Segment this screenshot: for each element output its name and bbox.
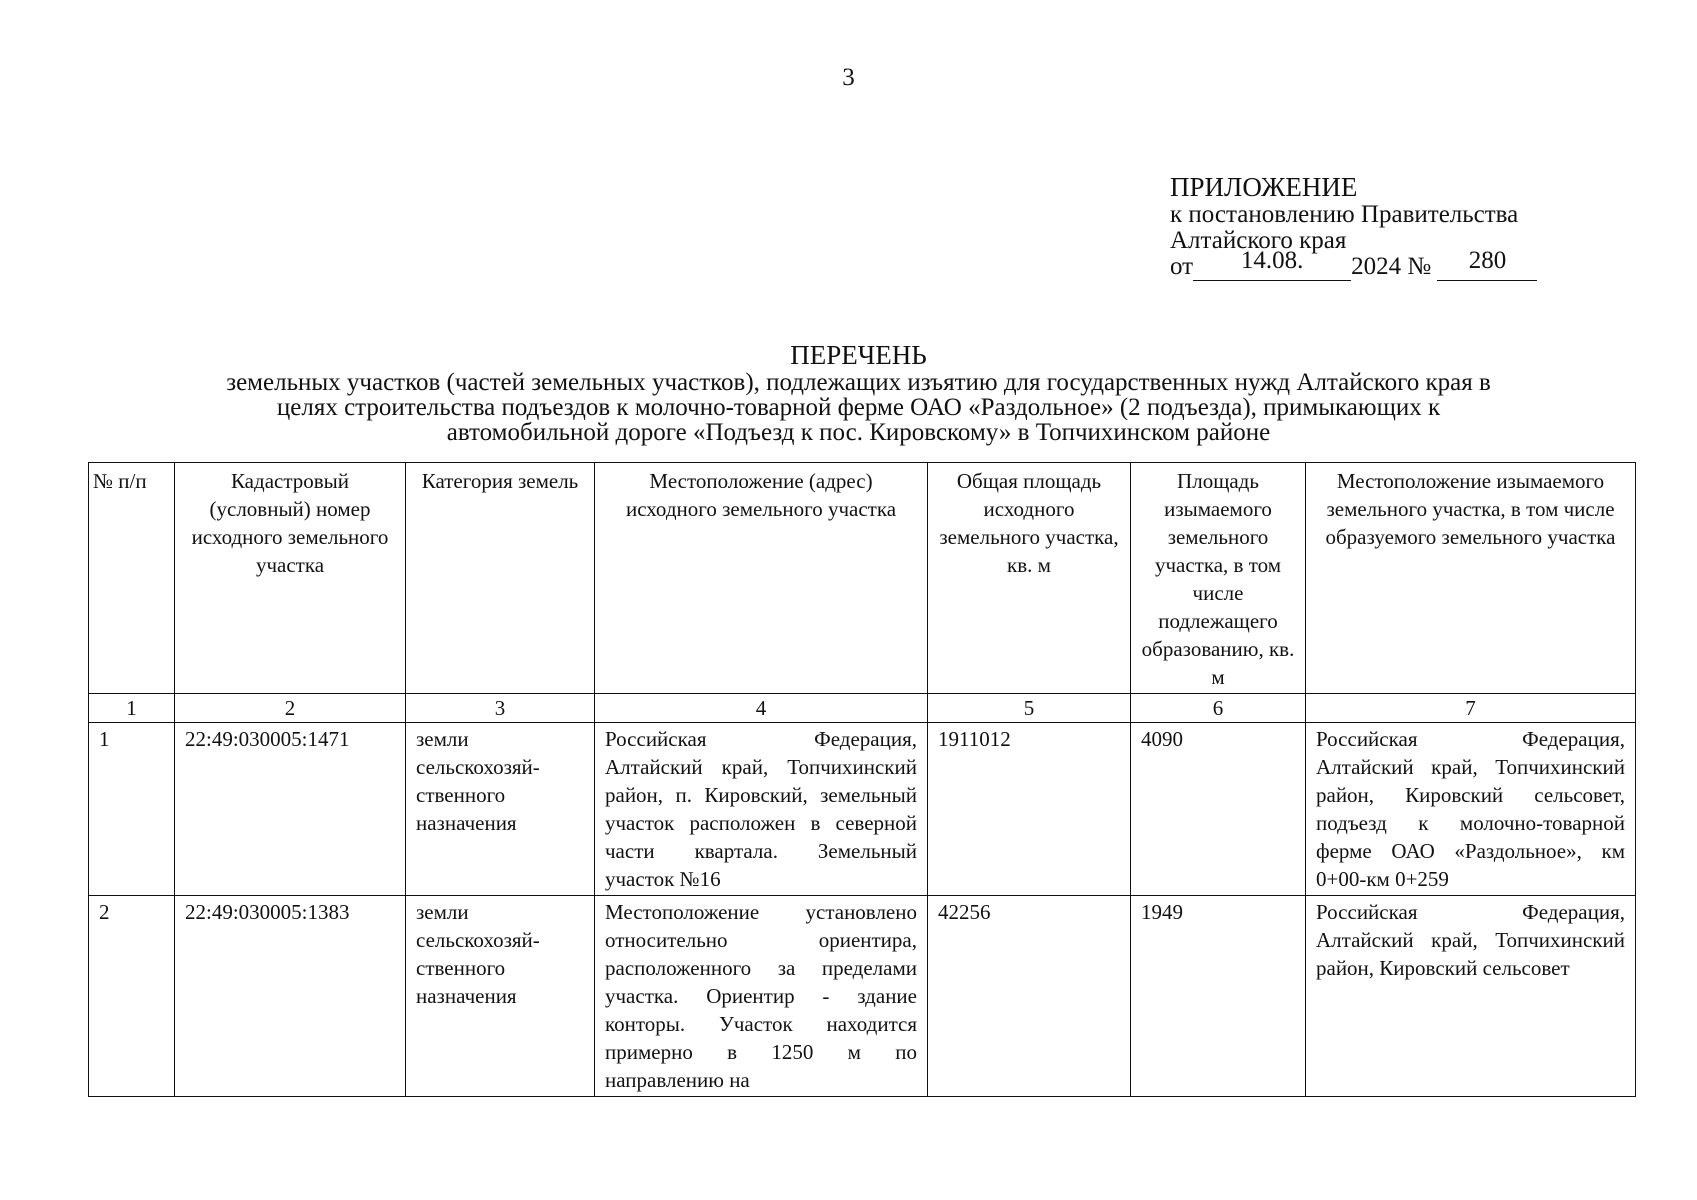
row-number: 2 xyxy=(89,896,175,1097)
column-number: 3 xyxy=(406,694,595,723)
seized-area: 1949 xyxy=(1131,896,1306,1097)
document-title-block xyxy=(40,340,1677,445)
total-area: 1911012 xyxy=(928,723,1131,896)
page-number: 3 xyxy=(842,64,855,91)
column-number: 6 xyxy=(1131,694,1306,723)
column-number-row xyxy=(89,694,1636,723)
header-cell: № п/п xyxy=(89,463,175,694)
appendix-dateline xyxy=(1170,247,1537,281)
land-category: земли сельскохозяй-ственного назначения xyxy=(406,723,595,896)
seized-area: 4090 xyxy=(1131,723,1306,896)
header-cell: Площадь изымаемого земельного участка, в том числе подлежащего образованию, кв. м xyxy=(1131,463,1306,694)
number-value: 280 xyxy=(1468,247,1507,274)
column-number: 4 xyxy=(595,694,928,723)
title-line-3: автомобильной дороге «Подъезд к пос. Кировскому» в Топчихинском районе xyxy=(446,419,1271,446)
header-cell: Местоположение (адрес) исходного земельного участка xyxy=(595,463,928,694)
cadastral-number: 22:49:030005:1471 xyxy=(175,723,406,896)
total-area: 42256 xyxy=(928,896,1131,1097)
column-number: 1 xyxy=(89,694,175,723)
document-title: ПЕРЕЧЕНЬ xyxy=(790,340,927,370)
table-row xyxy=(89,723,1636,896)
appendix-heading: ПРИЛОЖЕНИЕ xyxy=(1170,172,1358,202)
appendix-line-1: к постановлению Правительства xyxy=(1170,201,1519,228)
number-field xyxy=(1437,247,1537,281)
row-number: 1 xyxy=(89,723,175,896)
column-number: 5 xyxy=(928,694,1131,723)
seized-location: Российская Федерация, Алтайский край, Топчихинский район, Кировский сельсовет, подъезд к молочно-товарной ферме ОАО «Раздольное», км 0+00-км 0+259 xyxy=(1306,723,1636,896)
title-line-1: земельных участков (частей земельных участков), подлежащих изъятию для государственных нужд Алтайского края в xyxy=(226,369,1491,396)
date-value: 14.08. xyxy=(1240,247,1304,274)
header-cell: Общая площадь исходного земельного участка, кв. м xyxy=(928,463,1131,694)
appendix-line-2: Алтайского края xyxy=(1170,227,1347,254)
header-cell: Местоположение изымаемого земельного участка, в том числе образуемого земельного участка xyxy=(1306,463,1636,694)
header-cell: Категория земель xyxy=(406,463,595,694)
appendix-block xyxy=(1170,172,1537,281)
column-number: 7 xyxy=(1306,694,1636,723)
source-address: Российская Федерация, Алтайский край, Топчихинский район, п. Кировский, земельный участок расположен в северной части квартала. Земельный участок №16 xyxy=(595,723,928,896)
land-plots-table xyxy=(88,462,1636,1097)
date-field xyxy=(1193,247,1351,281)
cadastral-number: 22:49:030005:1383 xyxy=(175,896,406,1097)
table-row xyxy=(89,896,1636,1097)
year-number-label: 2024 № xyxy=(1351,253,1432,280)
title-line-2: целях строительства подъездов к молочно-товарной ферме ОАО «Раздольное» (2 подъезда), примыкающих к xyxy=(276,394,1441,421)
column-number: 2 xyxy=(175,694,406,723)
source-address: Местоположение установлено относительно ориентира, расположенного за пределами участка. Ориентир - здание конторы. Участок находится примерно в 1250 м по направлению на xyxy=(595,896,928,1097)
seized-location: Российская Федерация, Алтайский край, Топчихинский район, Кировский сельсовет xyxy=(1306,896,1636,1097)
table-header-row xyxy=(89,463,1636,694)
land-category: земли сельскохозяй-ственного назначения xyxy=(406,896,595,1097)
header-cell: Кадастровый (условный) номер исходного земельного участка xyxy=(175,463,406,694)
date-prefix: от xyxy=(1170,253,1194,280)
